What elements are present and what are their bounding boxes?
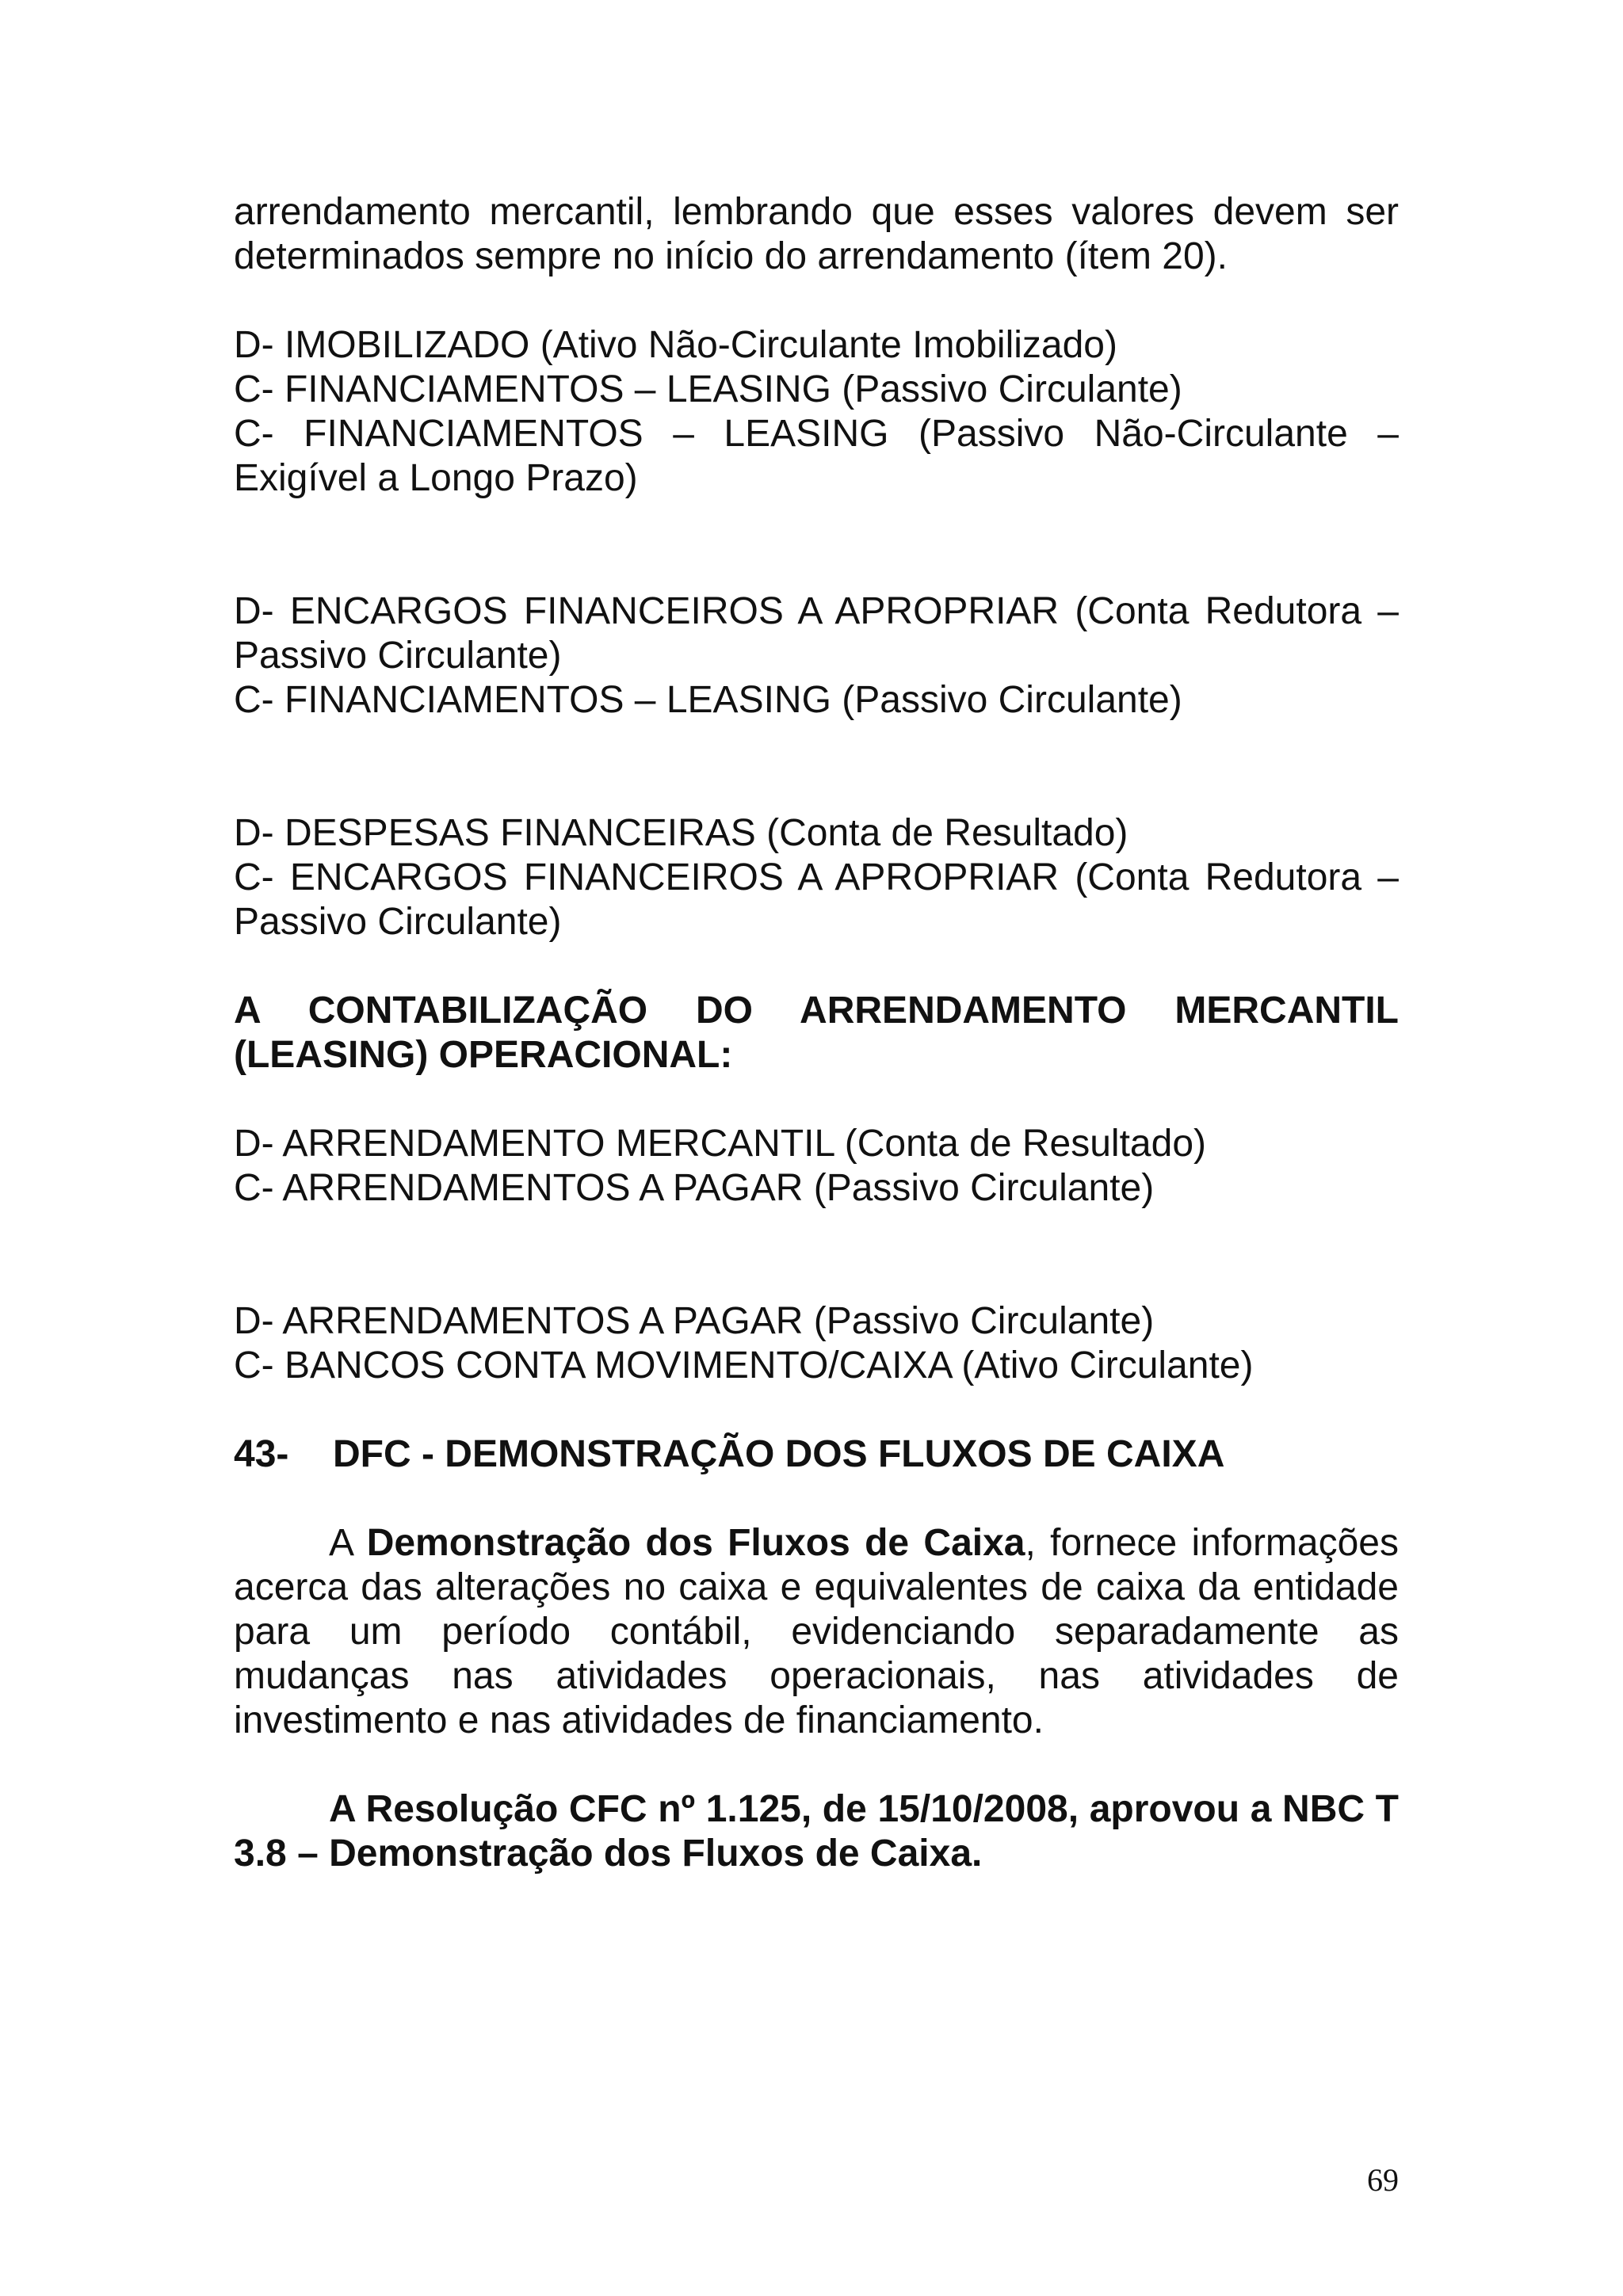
entry1-credit-current: C- FINANCIAMENTOS – LEASING (Passivo Circulante) <box>234 368 1182 410</box>
page-number: 69 <box>1367 2162 1399 2198</box>
section-number: 43- <box>234 1433 289 1475</box>
entry3-debit: D- DESPESAS FINANCEIRAS (Conta de Resultado) <box>234 812 1128 854</box>
dfc-lead: A <box>329 1522 367 1564</box>
section-heading <box>234 1432 1224 1477</box>
entry3-credit: C- ENCARGOS FINANCEIROS A APROPRIAR (Conta Redutora – <box>234 856 1399 898</box>
dfc-paragraph <box>234 1521 1399 1743</box>
entry1-debit: D- IMOBILIZADO (Ativo Não-Circulante Imobilizado) <box>234 324 1117 366</box>
intro-line-2: determinados sempre no início do arrendamento (ítem 20). <box>234 235 1228 277</box>
entry5-debit: D- ARRENDAMENTOS A PAGAR (Passivo Circulante) <box>234 1300 1155 1342</box>
entry1-credit-noncurrent-cont: Exigível a Longo Prazo) <box>234 457 638 499</box>
section-title: DFC - DEMONSTRAÇÃO DOS FLUXOS DE CAIXA <box>333 1433 1225 1475</box>
entry4-credit: C- ARRENDAMENTOS A PAGAR (Passivo Circulante) <box>234 1167 1155 1209</box>
entry4-debit: D- ARRENDAMENTO MERCANTIL (Conta de Resultado) <box>234 1123 1206 1165</box>
operational-heading-line-1: A CONTABILIZAÇÃO DO ARRENDAMENTO MERCANTIL <box>234 990 1399 1032</box>
entry3-credit-cont: Passivo Circulante) <box>234 901 562 943</box>
entry2-debit: D- ENCARGOS FINANCEIROS A APROPRIAR (Conta Redutora – <box>234 590 1399 632</box>
dfc-term: Demonstração dos Fluxos de Caixa <box>366 1522 1025 1564</box>
entry1-credit-noncurrent: C- FINANCIAMENTOS – LEASING (Passivo Não-Circulante – <box>234 413 1399 455</box>
dfc-body: , fornece informações acerca das alterações no caixa e equivalentes de caixa da entidade para um período contábil, evidenciando separadamente as mudanças nas atividades operacionais, nas atividades de investimento e nas atividades de financiamento. <box>234 1522 1400 1741</box>
entry5-credit: C- BANCOS CONTA MOVIMENTO/CAIXA (Ativo Circulante) <box>234 1344 1254 1386</box>
resolution-paragraph: A Resolução CFC nº 1.125, de 15/10/2008, aprovou a NBC T 3.8 – Demonstração dos Fluxos de Caixa. <box>234 1788 1399 1875</box>
entry2-debit-cont: Passivo Circulante) <box>234 635 562 677</box>
operational-heading-line-2: (LEASING) OPERACIONAL: <box>234 1034 733 1076</box>
intro-line-1: arrendamento mercantil, lembrando que esses valores devem ser <box>234 191 1399 233</box>
entry2-credit: C- FINANCIAMENTOS – LEASING (Passivo Circulante) <box>234 679 1182 721</box>
